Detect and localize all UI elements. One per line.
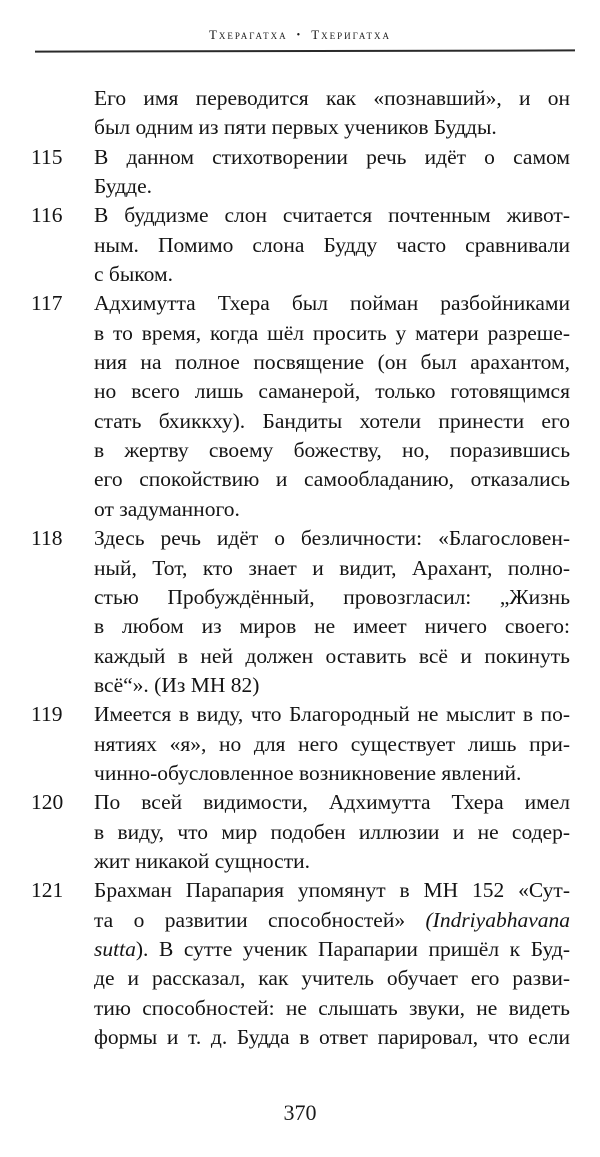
note-line-text: та о развитии способностей»: [94, 907, 426, 932]
endnote-120: [0, 788, 570, 876]
note-line: В данном стихотворении речь идёт о самом: [94, 144, 570, 169]
note-number: 120: [31, 790, 64, 815]
note-line: был одним из пяти первых учеников Будды.: [94, 115, 497, 140]
note-number: 121: [31, 878, 64, 903]
note-line-text: ). В сутте ученик Парапарии пришёл к Буд-: [135, 936, 570, 961]
endnotes-list: [0, 84, 600, 1052]
endnote-121: [0, 876, 570, 1052]
note-line: Адхимутта Тхера был пойман разбойниками: [94, 291, 570, 316]
note-line: нятиях «я», но для него существует лишь при-: [94, 731, 570, 756]
note-line: ным. Помимо слона Будду часто сравнивали: [94, 232, 570, 257]
endnote-116: [0, 201, 570, 289]
header-rule: [35, 49, 575, 52]
running-head-separator: •: [296, 30, 303, 41]
note-number: 115: [31, 144, 63, 169]
note-line: Брахман Парапария упомянут в МН 152 «Сут-: [94, 878, 570, 903]
note-line: от задуманного.: [94, 496, 240, 521]
note-line: Будде.: [94, 174, 153, 199]
sutta-title-italic: (Indriyabhavana: [425, 907, 570, 932]
note-number: 117: [31, 291, 63, 316]
note-line: По всей видимости, Адхимутта Тхера имел: [94, 790, 570, 815]
note-line: [94, 906, 570, 935]
note-line: жит никакой сущности.: [94, 848, 310, 873]
note-line: де и рассказал, как учитель обучает его разви-: [94, 966, 570, 991]
note-line: формы и т. д. Будда в ответ парировал, что если: [94, 1025, 570, 1049]
note-line: его спокойствию и самообладанию, отказались: [94, 467, 570, 492]
note-line: ный, Тот, кто знает и видит, Арахант, полно-: [94, 555, 570, 580]
running-head-right: Тхеригатха: [311, 27, 392, 42]
note-line: тию способностей: не слышать звуки, не видеть: [94, 995, 570, 1020]
running-head: [0, 27, 600, 43]
note-line: ния на полное посвящение (он был арахантом,: [94, 350, 570, 375]
note-line: в жертву своему божеству, но, поразившись: [94, 438, 570, 463]
note-line: чинно-обусловленное возникновение явлений.: [94, 760, 522, 785]
note-line: [94, 935, 570, 964]
sutta-title-italic: sutta: [94, 936, 136, 961]
note-line: в виду, что мир подобен иллюзии и не содер-: [94, 819, 570, 844]
note-line: в любом из миров не имеет ничего своего:: [94, 614, 570, 639]
note-number: 118: [31, 526, 63, 551]
note-line: Имеется в виду, что Благородный не мыслит в по-: [94, 702, 570, 727]
note-line: каждый в ней должен оставить всё и покинуть: [94, 643, 570, 668]
page-number: 370: [283, 1100, 317, 1125]
note-line: стать бхиккху). Бандиты хотели принести его: [94, 408, 570, 433]
running-head-left: Тхерагатха: [208, 27, 288, 42]
endnote-continued: [0, 84, 570, 143]
note-line: Его имя переводится как «познавший», и он: [94, 86, 570, 110]
note-line: в то время, когда шёл просить у матери разреше-: [94, 320, 570, 345]
note-line: всё“». (Из МН 82): [94, 672, 260, 697]
note-line: но всего лишь саманерой, только готовящимся: [94, 379, 570, 404]
note-line: с быком.: [94, 262, 173, 287]
note-number: 116: [31, 203, 63, 228]
endnote-119: [0, 700, 570, 788]
note-line: Здесь речь идёт о безличности: «Благословен-: [94, 526, 570, 551]
note-number: 119: [31, 702, 63, 727]
note-line: стью Пробуждённый, провозгласил: „Жизнь: [94, 584, 570, 609]
endnote-115: [0, 143, 570, 202]
note-line: В буддизме слон считается почтенным живот-: [94, 203, 570, 228]
endnote-118: [0, 524, 570, 700]
endnote-117: [0, 289, 570, 524]
